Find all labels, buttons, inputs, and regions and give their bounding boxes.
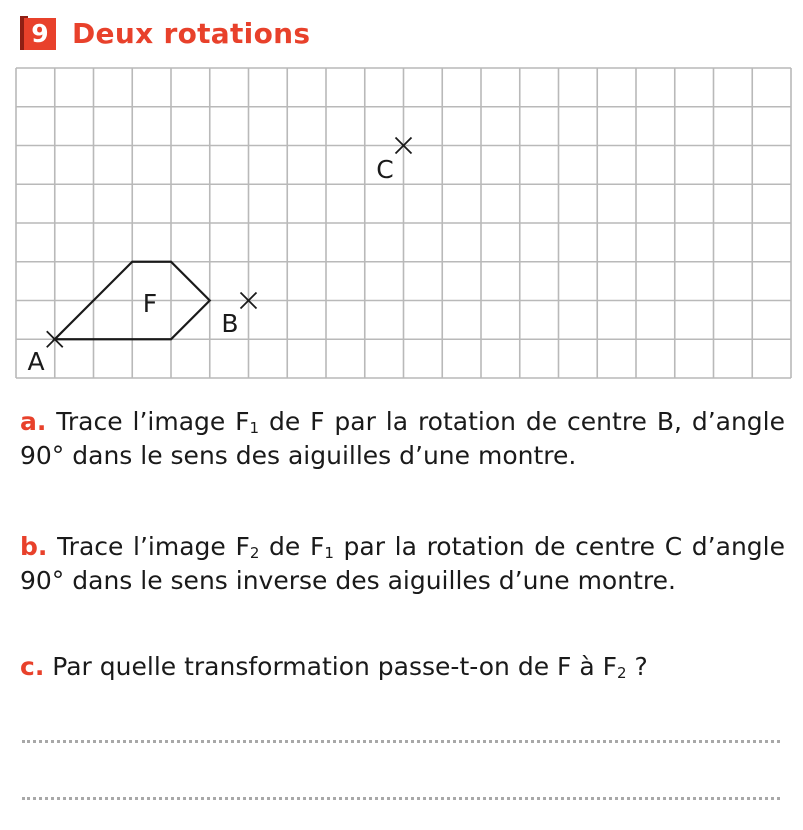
point-c-label: C [376, 155, 394, 184]
grid-figure [0, 0, 803, 400]
question-c-text-1: Par quelle transformation passe-t-on de F à F [52, 652, 617, 681]
question-b-text-2: de F [259, 532, 325, 561]
question-b-text-1: Trace l’image F [57, 532, 250, 561]
question-a-text-1: Trace l’image F [56, 407, 250, 436]
answer-line-2[interactable] [22, 797, 780, 800]
question-c-sub-1: 2 [617, 664, 627, 682]
question-c-label: c. [20, 652, 45, 681]
question-a [20, 405, 785, 473]
shape-f-label: F [142, 289, 158, 318]
question-b [20, 530, 785, 598]
question-a-sub-1: 1 [249, 419, 260, 437]
exercise-number: 9 [24, 18, 56, 50]
grid-lines [16, 68, 791, 378]
question-b-sub-2: 1 [324, 544, 334, 562]
point-c [376, 138, 411, 185]
question-b-sub-1: 2 [249, 544, 260, 562]
exercise-title: Deux rotations [72, 16, 311, 50]
question-b-label: b. [20, 532, 48, 561]
question-b-text-3: par la rotation de centre C d’angle 90° dans le sens inverse des aiguilles d’une montre. [20, 532, 785, 595]
answer-line-1[interactable] [22, 740, 780, 743]
point-a-label: A [27, 347, 45, 376]
question-a-text-2: de F par la rotation de centre B, d’angle 90° dans le sens des aiguilles d’une montre. [20, 407, 785, 470]
point-b [221, 293, 256, 339]
point-b-label: B [221, 309, 239, 338]
question-a-label: a. [20, 407, 47, 436]
question-c [20, 650, 785, 684]
question-c-text-2: ? [626, 652, 648, 681]
